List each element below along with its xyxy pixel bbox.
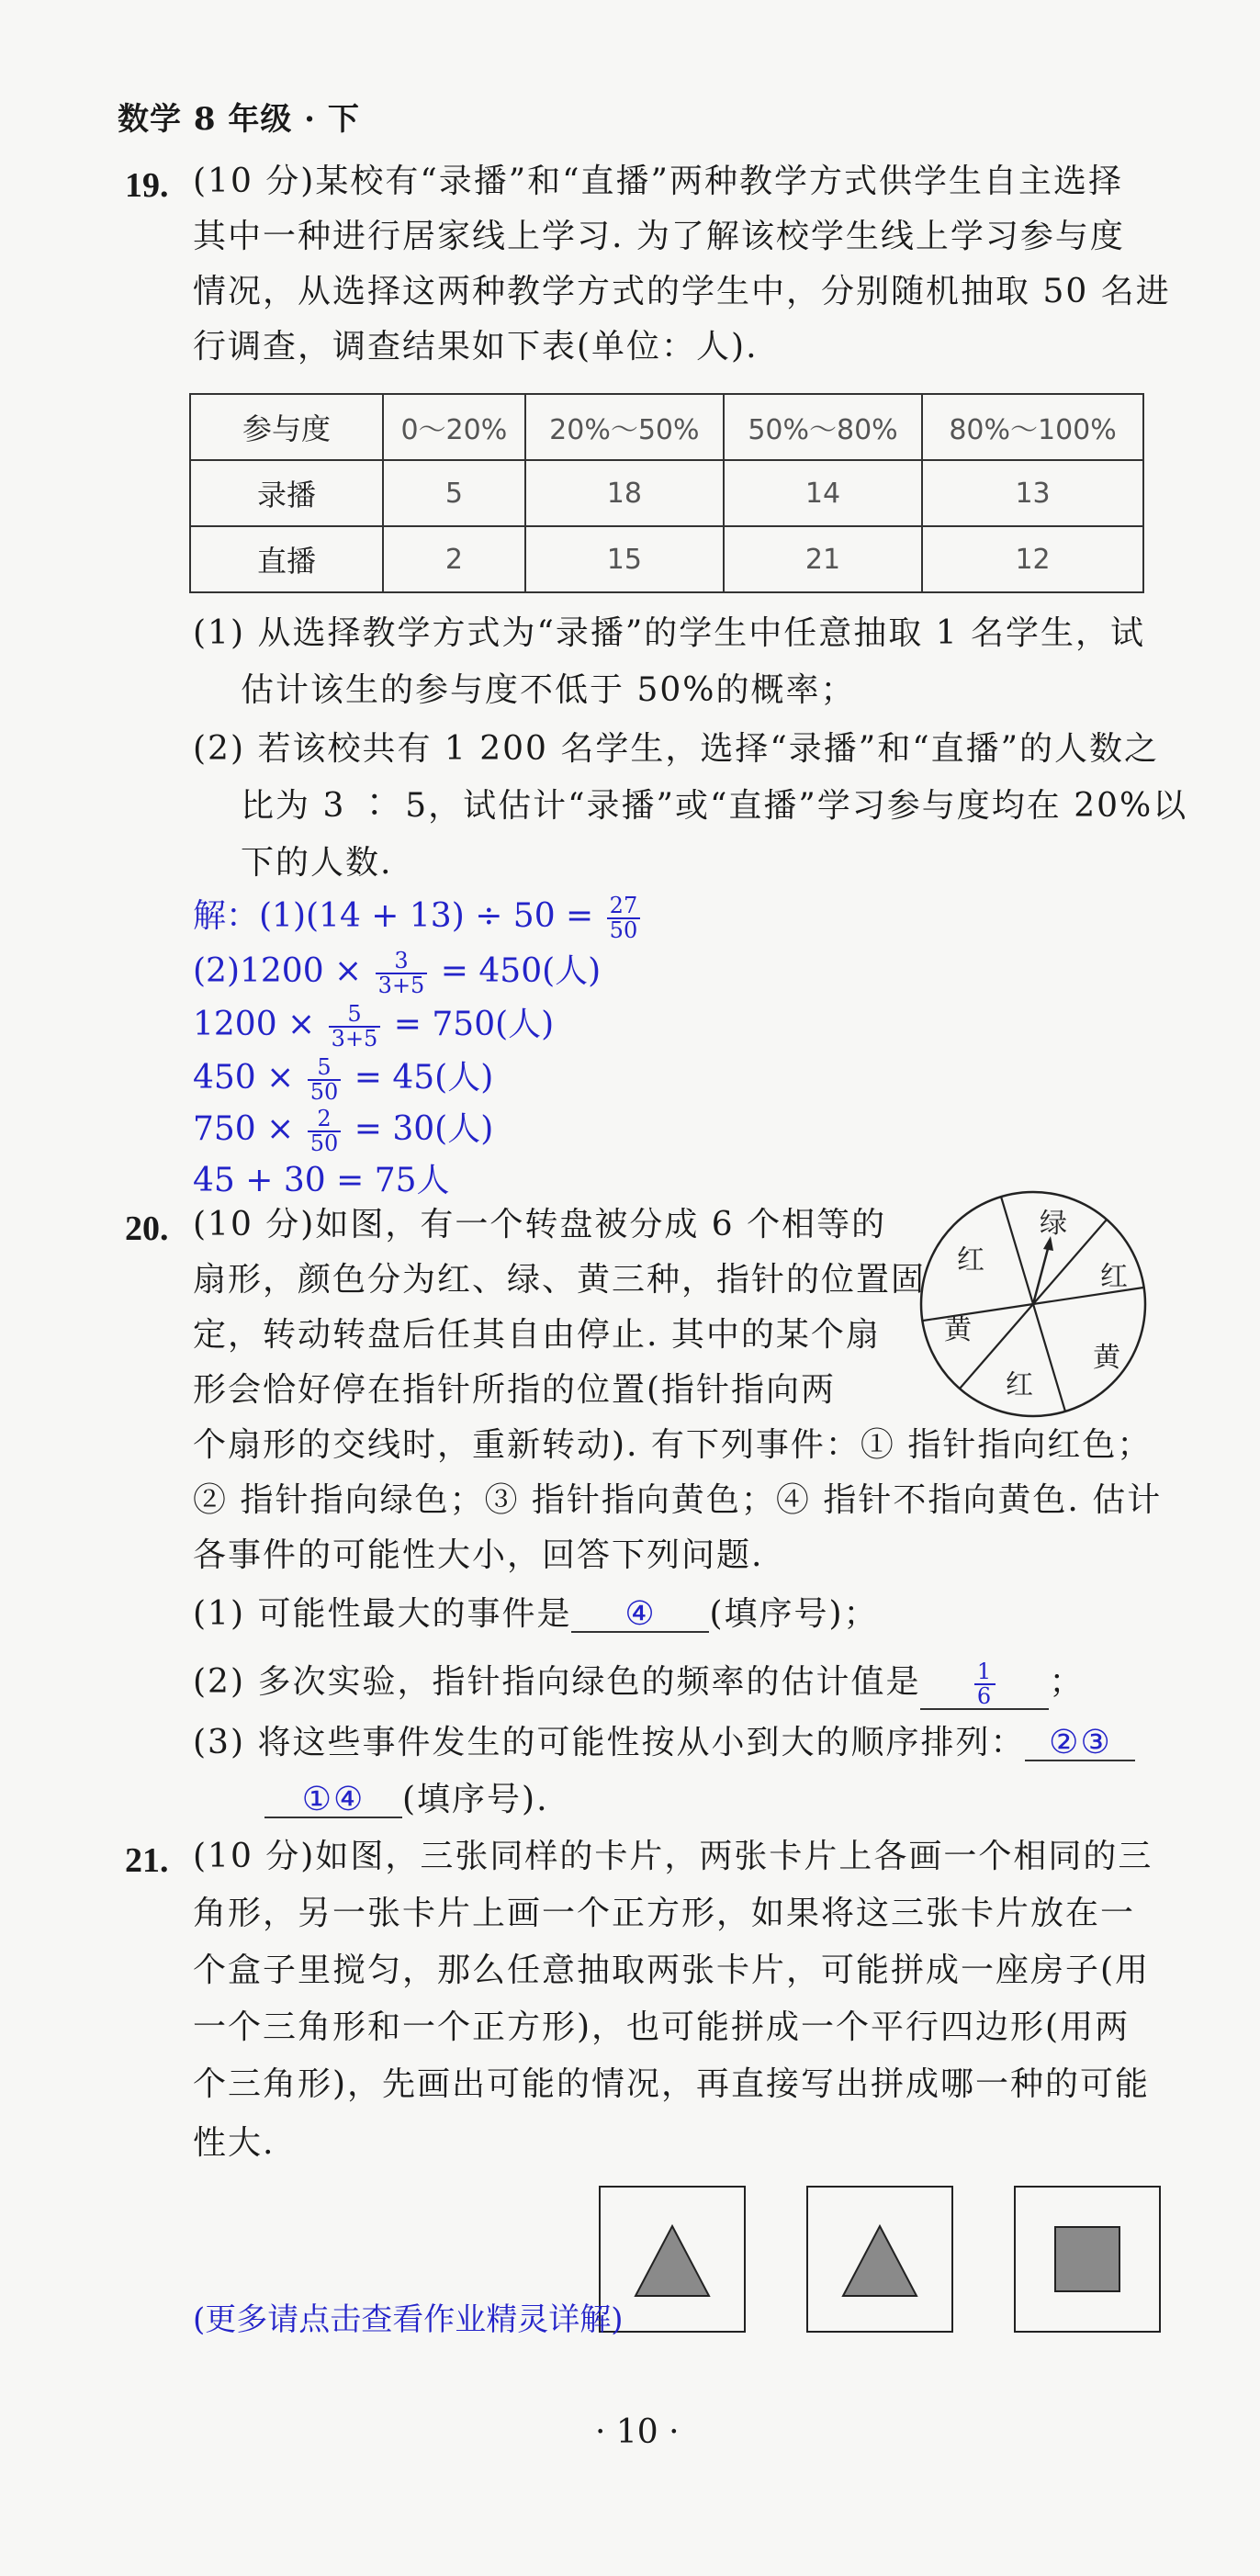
q19-sub1-line-1: (1) 从选择教学方式为“录播”的学生中任意抽取 1 名学生，试 <box>193 614 1146 652</box>
q20-line-3: 定，转动转盘后任其自由停止. 其中的某个扇 <box>193 1316 881 1354</box>
card-triangle-2 <box>806 2186 953 2333</box>
answer-text: 解：(1)(14 + 13) ÷ 50 = <box>193 897 604 936</box>
answer-text: = 750(人) <box>383 1006 555 1044</box>
table-cell: 录播 <box>190 460 383 526</box>
answer-text: = 45(人) <box>343 1059 494 1097</box>
spinner-label-yellow: 黄 <box>1093 1342 1120 1374</box>
q19-line-3: 情况，从选择这两种教学方式的学生中，分别随机抽取 50 名进 <box>193 273 1171 310</box>
table-cell: 13 <box>922 460 1143 526</box>
q19-line-1: (10 分)某校有“录播”和“直播”两种教学方式供学生自主选择 <box>193 163 1123 200</box>
table-cell: 14 <box>724 460 922 526</box>
table-cell: 15 <box>525 526 724 592</box>
answer-text: (2)1200 × <box>193 952 373 991</box>
table-header-cell: 参与度 <box>190 394 383 460</box>
table-header-cell: 0～20% <box>383 394 525 460</box>
table-header-cell: 20%～50% <box>525 394 724 460</box>
fraction-numerator: 5 <box>308 1056 342 1081</box>
q19-answer-line-3 <box>193 1003 554 1051</box>
sub1-suffix: (填序号)； <box>709 1595 879 1633</box>
table-row <box>190 460 1143 526</box>
triangle-shape <box>843 2226 917 2296</box>
q21-line-3: 个盒子里搅匀，那么任意抽取两张卡片，可能拼成一座房子(用 <box>193 1952 1151 1989</box>
sub1-answer-blank: ④ <box>571 1598 709 1633</box>
answer-text: 450 × <box>193 1059 305 1097</box>
sub2-suffix: ； <box>1049 1663 1085 1702</box>
answer-text: = 30(人) <box>343 1110 494 1149</box>
answer-text: = 450(人) <box>430 952 602 991</box>
q20-line-1: (10 分)如图，有一个转盘被分成 6 个相等的 <box>193 1206 887 1243</box>
divider-line <box>923 1304 1033 1321</box>
table-header-cell: 80%～100% <box>922 394 1143 460</box>
page-number: · 10 · <box>595 2413 680 2451</box>
fraction-numerator: 1 <box>974 1660 996 1685</box>
spinner-label-red: 红 <box>957 1244 984 1277</box>
divider-line <box>1001 1197 1033 1304</box>
spinner-label-red: 红 <box>1006 1369 1033 1401</box>
q20-line-2: 扇形，颜色分为红、绿、黄三种，指针的位置固 <box>193 1261 927 1299</box>
q19-line-4: 行调查，调查结果如下表(单位：人). <box>193 328 759 366</box>
q20-sub3-continued <box>264 1783 549 1818</box>
q19-answer-line-1 <box>193 894 643 942</box>
q19-answer-line-4 <box>193 1056 493 1104</box>
fraction-denominator: 50 <box>309 1079 339 1106</box>
q21-line-1: (10 分)如图，三张同样的卡片，两张卡片上各画一个相同的三 <box>193 1838 1153 1875</box>
q19-sub1-line-2: 估计该生的参与度不低于 50%的概率； <box>241 671 856 709</box>
answer-fraction <box>974 1660 996 1708</box>
sub1-text: (1) 可能性最大的事件是 <box>193 1595 572 1633</box>
fraction-denominator: 3+5 <box>331 1026 378 1052</box>
q19-sub2-line-1: (2) 若该校共有 1 200 名学生，选择“录播”和“直播”的人数之 <box>193 730 1160 768</box>
q21-line-2: 角形，另一张卡片上画一个正方形，如果将这三张卡片放在一 <box>193 1895 1136 1932</box>
fraction-numerator: 2 <box>308 1108 342 1132</box>
square-shape <box>1055 2227 1119 2291</box>
answer-fraction <box>376 950 428 997</box>
answer-fraction <box>308 1108 342 1155</box>
answer-text: 750 × <box>193 1110 305 1149</box>
page-header: 数学 8 年级 · 下 <box>118 101 360 138</box>
sub3-suffix: (填序号). <box>402 1781 549 1818</box>
q21-number: 21. <box>125 1841 169 1880</box>
answer-fraction <box>308 1056 342 1104</box>
q19-sub2-line-3: 下的人数. <box>241 844 393 882</box>
q19-sub2-line-2: 比为 3 ∶ 5，试估计“录播”或“直播”学习参与度均在 20%以 <box>241 787 1188 825</box>
table-cell: 18 <box>525 460 724 526</box>
fraction-denominator: 3+5 <box>377 973 425 999</box>
q19-survey-table <box>189 393 1144 593</box>
table-cell: 5 <box>383 460 525 526</box>
answer-fraction <box>607 894 641 942</box>
card-square <box>1014 2186 1161 2333</box>
fraction-denominator: 6 <box>976 1683 994 1710</box>
q20-line-6: ② 指针指向绿色；③ 指针指向黄色；④ 指针不指向黄色. 估计 <box>193 1481 1163 1519</box>
q20-line-7: 各事件的可能性大小，回答下列问题. <box>193 1536 764 1574</box>
table-cell: 2 <box>383 526 525 592</box>
spinner-label-red: 红 <box>1100 1261 1128 1293</box>
answer-text: 1200 × <box>193 1006 326 1044</box>
q20-sub2 <box>193 1660 1084 1710</box>
q20-line-4: 形会恰好停在指针所指的位置(指针指向两 <box>193 1371 837 1409</box>
table-cell: 21 <box>724 526 922 592</box>
divider-line <box>1033 1304 1065 1412</box>
table-cell: 12 <box>922 526 1143 592</box>
fraction-denominator: 50 <box>609 917 638 944</box>
fraction-denominator: 50 <box>309 1131 339 1157</box>
q19-answer-line-2 <box>193 950 601 997</box>
spinner-label-green: 绿 <box>1040 1208 1067 1240</box>
table-header-cell: 50%～80% <box>724 394 922 460</box>
spinner-label-yellow: 黄 <box>944 1314 972 1346</box>
fraction-numerator: 5 <box>329 1003 381 1028</box>
q19-line-2: 其中一种进行居家线上学习. 为了解该校学生线上学习参与度 <box>193 218 1125 255</box>
table-cell: 直播 <box>190 526 383 592</box>
q21-line-4: 一个三角形和一个正方形)，也可能拼成一个平行四边形(用两 <box>193 2008 1131 2046</box>
sub2-text: (2) 多次实验，指针指向绿色的频率的估计值是 <box>193 1663 921 1702</box>
q21-line-5: 个三角形)，先画出可能的情况，再直接写出拼成哪一种的可能 <box>193 2065 1151 2103</box>
sub2-answer-blank <box>920 1660 1049 1710</box>
triangle-shape <box>636 2226 709 2296</box>
q20-sub1 <box>193 1595 879 1633</box>
q20-sub3 <box>193 1724 1135 1761</box>
sub3-text: (3) 将这些事件发生的可能性按从小到大的顺序排列： <box>193 1724 1026 1761</box>
spinner-diagram <box>914 1185 1153 1423</box>
q19-answer-line-6: 45 + 30 = 75人 <box>193 1162 450 1199</box>
q21-line-6: 性大. <box>193 2124 276 2162</box>
table-row <box>190 526 1143 592</box>
sub3-answer-blank-a: ②③ <box>1025 1727 1135 1761</box>
q20-line-5: 个扇形的交线时，重新转动). 有下列事件：① 指针指向红色； <box>193 1426 1153 1464</box>
answer-fraction <box>329 1003 381 1051</box>
fraction-numerator: 3 <box>376 950 428 974</box>
more-solutions-link[interactable]: (更多请点击查看作业精灵详解) <box>193 2301 624 2338</box>
table-header-row <box>190 394 1143 460</box>
q19-number: 19. <box>125 166 169 205</box>
q19-answer-line-5 <box>193 1108 493 1155</box>
sub3-answer-blank-b: ①④ <box>264 1783 402 1818</box>
q20-number: 20. <box>125 1209 169 1248</box>
fraction-numerator: 27 <box>607 894 641 919</box>
